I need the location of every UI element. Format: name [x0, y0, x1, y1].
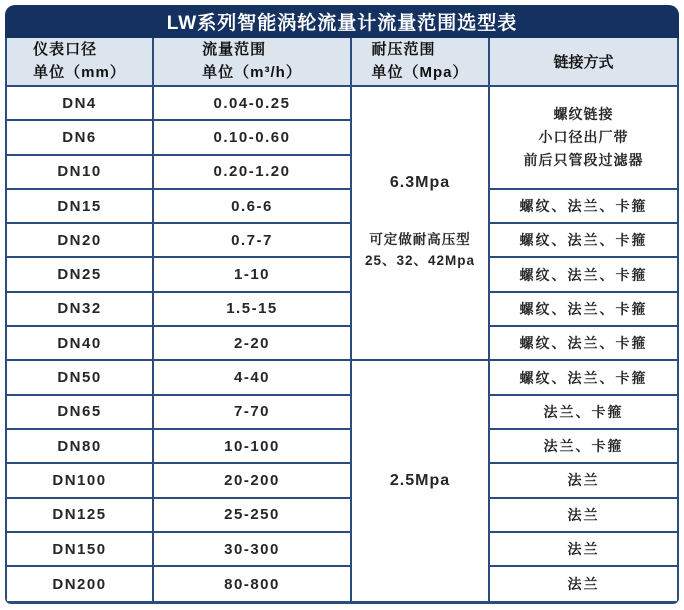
flow-cell: 80-800 [154, 567, 352, 601]
header-pressure-range [352, 38, 490, 85]
header-flow-range [154, 38, 352, 85]
header-pressure-range-text [371, 39, 468, 84]
dn-cell: DN40 [7, 327, 154, 361]
dn-cell: DN50 [7, 361, 154, 395]
flow-cell: 1.5-15 [154, 293, 352, 327]
dn-cell: DN150 [7, 533, 154, 567]
header-line: 单位（Mpa） [371, 63, 469, 81]
flow-cell: 0.04-0.25 [154, 87, 352, 121]
header-meter-diameter-text [33, 39, 126, 84]
dn-cell: DN10 [7, 156, 154, 190]
header-line: 仪表口径 [33, 41, 98, 58]
flow-cell: 20-200 [154, 464, 352, 498]
flow-cell: 4-40 [154, 361, 352, 395]
header-flow-range-text [202, 39, 302, 84]
header-line: 流量范围 [202, 41, 267, 58]
connection-cell: 螺纹、法兰、卡箍 [490, 293, 677, 327]
header-line: 单位（mm） [33, 63, 126, 81]
dn-cell: DN65 [7, 396, 154, 430]
header-line: 耐压范围 [371, 41, 436, 58]
header-meter-diameter [7, 38, 154, 85]
table-body [7, 87, 677, 601]
table-header-row [7, 38, 677, 87]
flow-cell: 2-20 [154, 327, 352, 361]
pressure-high-value: 6.3Mpa [389, 174, 451, 192]
dn-cell: DN20 [7, 224, 154, 258]
flow-cell: 0.6-6 [154, 190, 352, 224]
dn-cell: DN125 [7, 499, 154, 533]
dn-cell: DN15 [7, 190, 154, 224]
connection-cell: 法兰、卡箍 [490, 430, 677, 464]
flow-cell: 30-300 [154, 533, 352, 567]
connection-line: 小口径出厂带 [538, 128, 629, 145]
connection-cell: 法兰 [490, 533, 677, 567]
header-line: 单位（m³/h） [202, 63, 302, 81]
flow-cell: 1-10 [154, 258, 352, 292]
connection-cell: 法兰 [490, 464, 677, 498]
connection-cell: 螺纹、法兰、卡箍 [490, 258, 677, 292]
connection-merged-text [524, 103, 644, 172]
connection-cell: 法兰 [490, 567, 677, 601]
connection-line: 螺纹链接 [553, 105, 614, 122]
flow-cell: 10-100 [154, 430, 352, 464]
dn-cell: DN80 [7, 430, 154, 464]
connection-merged-cell [490, 87, 677, 190]
connection-cell: 法兰、卡箍 [490, 396, 677, 430]
flow-cell: 7-70 [154, 396, 352, 430]
connection-cell: 螺纹、法兰、卡箍 [490, 361, 677, 395]
dn-cell: DN4 [7, 87, 154, 121]
dn-cell: DN32 [7, 293, 154, 327]
connection-cell: 螺纹、法兰、卡箍 [490, 224, 677, 258]
dn-cell: DN6 [7, 121, 154, 155]
connection-cell: 螺纹、法兰、卡箍 [490, 327, 677, 361]
header-connection-method [490, 38, 677, 85]
flow-cell: 0.7-7 [154, 224, 352, 258]
connection-line: 前后只管段过滤器 [523, 151, 644, 168]
pressure-high-note [365, 230, 475, 272]
connection-cell: 法兰 [490, 499, 677, 533]
dn-cell: DN100 [7, 464, 154, 498]
pressure-note-line: 可定做耐高压型 [369, 232, 471, 248]
pressure-high-cell [352, 87, 490, 361]
flow-cell: 25-250 [154, 499, 352, 533]
connection-cell: 螺纹、法兰、卡箍 [490, 190, 677, 224]
pressure-low-cell [352, 361, 490, 601]
pressure-low-value: 2.5Mpa [389, 472, 451, 490]
flow-cell: 0.20-1.20 [154, 156, 352, 190]
header-connection-method-text: 链接方式 [553, 54, 614, 71]
selection-table-card [5, 5, 679, 604]
dn-cell: DN200 [7, 567, 154, 601]
flow-cell: 0.10-0.60 [154, 121, 352, 155]
pressure-note-line: 25、32、42Mpa [364, 253, 476, 269]
table-title: LW系列智能涡轮流量计流量范围选型表 [5, 5, 679, 38]
dn-cell: DN25 [7, 258, 154, 292]
selection-table [5, 38, 679, 604]
